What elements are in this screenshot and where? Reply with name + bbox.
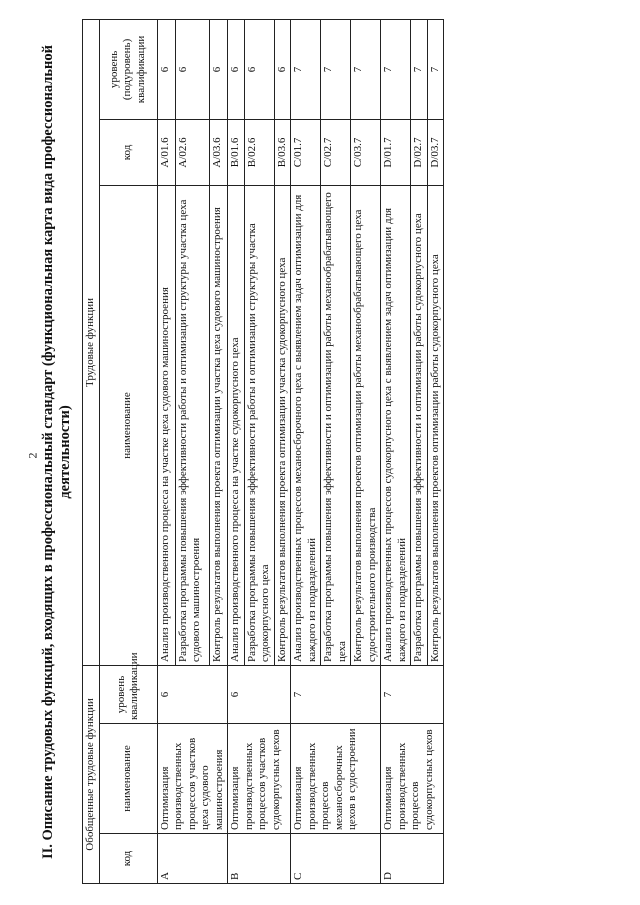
function-code: A/02.6 [175,119,209,185]
function-level: 6 [209,19,227,119]
table-row [157,19,175,883]
header-labor-level: уровень (подуровень) квалификации [99,19,157,119]
function-level: 6 [228,19,245,119]
function-name: Разработка программы повышения эффективности работы и оптимизации структуры участка судокорпусного цеха [244,185,274,665]
function-code: D/03.7 [427,119,444,185]
group-code: A [157,834,228,884]
function-name: Анализ производственного процесса на участке судокорпусного цеха [228,185,245,665]
function-code: C/01.7 [291,119,321,185]
group-level: 6 [157,665,228,723]
function-level: 7 [411,19,428,119]
function-name: Контроль результатов выполнения проекта оптимизации участка цеха судового машиностроения [209,185,227,665]
function-code: C/02.7 [321,119,351,185]
header-labor-code: код [99,119,157,185]
function-name: Разработка программы повышения эффективности и оптимизации работы механообрабатывающего цеха [321,185,351,665]
function-code: A/03.6 [209,119,227,185]
function-level: 7 [351,19,381,119]
header-gen-name: наименование [99,724,157,834]
group-name: Оптимизация производственных процессов судокорпусных цехов [381,724,444,834]
function-code: B/02.6 [244,119,274,185]
function-name: Контроль результатов выполнения проектов оптимизации работы судокорпусного цеха [427,185,444,665]
function-level: 6 [175,19,209,119]
group-code: B [228,834,291,884]
header-labor-functions: Трудовые функции [83,19,100,665]
group-level: 7 [291,665,381,723]
function-level: 6 [244,19,274,119]
table-row [381,19,411,883]
function-level: 7 [321,19,351,119]
table-row [228,19,245,883]
table-row [291,19,321,883]
group-name: Оптимизация производственных процессов механосборочных цехов в судостроении [291,724,381,834]
function-name: Разработка программы повышения эффективности и оптимизации работы судокорпусного цеха [411,185,428,665]
header-gen-level: уровень квалификации [99,665,157,723]
function-level: 7 [291,19,321,119]
function-level: 7 [427,19,444,119]
group-name: Оптимизация производственных процессов участков судокорпусных цехов [228,724,291,834]
function-level: 6 [274,19,291,119]
group-name: Оптимизация производственных процессов участков цеха судового машиностроения [157,724,228,834]
header-labor-name: наименование [99,185,157,665]
function-name: Анализ производственного процесса на участке цеха судового машиностроения [157,185,175,665]
function-code: C/03.7 [351,119,381,185]
page-number: 2 [25,452,40,459]
function-name: Контроль результатов выполнения проектов оптимизации работы механообрабатывающего цеха судостроительного производства [351,185,381,665]
group-code: C [291,834,381,884]
group-level: 7 [381,665,444,723]
function-name: Разработка программы повышения эффективности работы и оптимизации структуры участка цеха судового машиностроения [175,185,209,665]
header-row-1 [83,19,100,883]
functional-map-table [82,19,444,884]
header-row-2 [99,19,157,883]
function-level: 7 [381,19,411,119]
function-name: Анализ производственных процессов судокорпусного цеха с выявлением задач оптимизации для каждого из подразделений [381,185,411,665]
function-name: Контроль результатов выполнения проекта оптимизации участка судокорпусного цеха [274,185,291,665]
group-level: 6 [228,665,291,723]
section-title: II. Описание трудовых функций, входящих в профессиональный стандарт (функциональная карта вида профессиональной деятельности) [40,45,73,859]
function-code: D/01.7 [381,119,411,185]
function-code: A/01.6 [157,119,175,185]
group-code: D [381,834,444,884]
header-gen-code: код [99,834,157,884]
function-code: B/03.6 [274,119,291,185]
function-code: D/02.7 [411,119,428,185]
function-name: Анализ производственных процессов механосборочного цеха с выявлением задач оптимизации для каждого из подразделений [291,185,321,665]
function-level: 6 [157,19,175,119]
function-code: B/01.6 [228,119,245,185]
rotated-page-content [40,20,640,884]
header-generalized: Обобщенные трудовые функции [83,665,100,883]
